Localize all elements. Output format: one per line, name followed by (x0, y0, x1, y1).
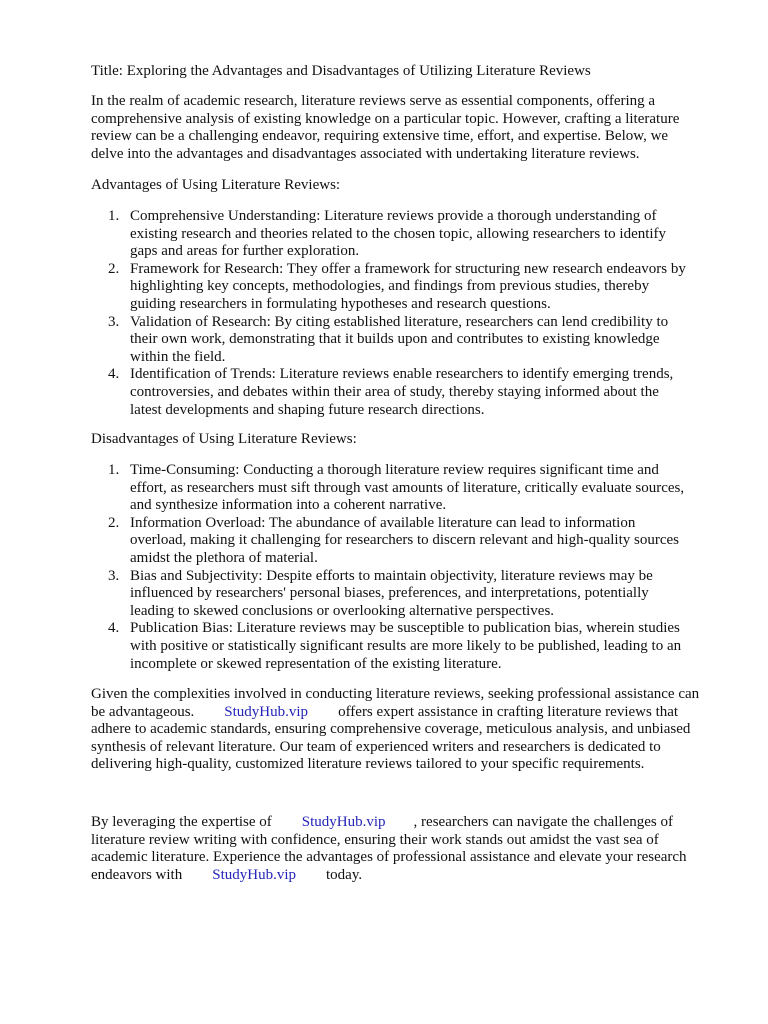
text-line: controversies, and debates within their area of study, thereby staying informed about the (130, 383, 659, 400)
section-heading: Disadvantages of Using Literature Reviews: (91, 431, 357, 447)
assistance-paragraph (91, 686, 731, 774)
text-line: synthesis of relevant literature. Our team of experienced writers and researchers is dedicated to (91, 738, 661, 755)
section-heading: Advantages of Using Literature Reviews: (91, 177, 341, 193)
text: endeavors with (91, 866, 183, 883)
text-line: with positive or statistically significant results are more likely to be published, leading to an (130, 637, 682, 654)
text-line (91, 814, 731, 832)
text-line: review can be a challenging endeavor, requiring extensive time, effort, and expertise. Below, we (91, 128, 669, 145)
text: offers expert assistance in crafting literature reviews that (338, 703, 679, 720)
text: By leveraging the expertise of (91, 814, 272, 830)
list-item (91, 515, 731, 568)
advantages-list (91, 208, 731, 419)
text-line: overload, making it challenging for researchers to discern relevant and high-quality sources (130, 532, 679, 549)
text-line: Publication Bias: Literature reviews may be susceptible to publication bias, wherein studies (130, 620, 680, 637)
studyhub-link[interactable]: StudyHub.vip (212, 866, 296, 883)
list-item (91, 462, 731, 515)
text-line: comprehensive analysis of existing knowledge on a particular topic. However, crafting a literature (91, 110, 680, 127)
text-line: Information Overload: The abundance of available literature can lead to information (130, 514, 636, 531)
studyhub-link[interactable]: StudyHub.vip (224, 703, 309, 720)
list-number: 4. (108, 620, 120, 637)
text: be advantageous. (91, 703, 195, 720)
list-number: 3. (108, 313, 120, 330)
intro-paragraph (91, 93, 731, 163)
text-line: latest developments and shaping future research directions. (130, 401, 485, 418)
text-line: literature review writing with confidence, ensuring their work stands out amidst the vast sea of (91, 831, 659, 848)
text-line: effort, as researchers must sift through vast amounts of literature, critically evaluate sources, (130, 479, 685, 496)
text-line: gaps and areas for further exploration. (130, 243, 360, 260)
text-line: within the field. (130, 348, 226, 365)
text-line: influenced by researchers' personal biases, preferences, and interpretations, potentially (130, 585, 649, 602)
disadvantages-list (91, 462, 731, 673)
text-line: adhere to academic standards, ensuring comprehensive coverage, meticulous analysis, and unbiased (91, 721, 691, 738)
text-line: Validation of Research: By citing established literature, researchers can lend credibility to (130, 313, 669, 330)
text-line: academic literature. Experience the advantages of professional assistance and elevate your research (91, 849, 687, 866)
text-line: guiding researchers in formulating hypotheses and research questions. (130, 295, 551, 312)
text: today. (326, 866, 363, 883)
text-line: Given the complexities involved in conducting literature reviews, seeking professional assistance can (91, 686, 700, 702)
text-line: Framework for Research: They offer a framework for structuring new research endeavors by (130, 260, 686, 277)
list-number: 1. (108, 208, 120, 224)
text-line: highlighting key concepts, methodologies, and findings from previous studies, thereby (130, 278, 650, 295)
text-line: delve into the advantages and disadvantages associated with undertaking literature reviews. (91, 145, 640, 162)
list-item (91, 366, 731, 419)
text-line: leading to skewed conclusions or overlooking alternative perspectives. (130, 602, 555, 619)
studyhub-link[interactable]: StudyHub.vip (301, 814, 386, 830)
list-number: 3. (108, 567, 120, 584)
text-line: Comprehensive Understanding: Literature reviews provide a thorough understanding of (130, 208, 657, 224)
list-number: 2. (108, 260, 120, 277)
text: , researchers can navigate the challenges of (413, 814, 673, 830)
text-line: Identification of Trends: Literature reviews enable researchers to identify emerging trends, (130, 366, 674, 383)
text-line: existing research and theories related to the chosen topic, allowing researchers to identify (130, 225, 667, 242)
disadvantages-heading (91, 431, 731, 449)
list-item (91, 208, 731, 261)
list-number: 2. (108, 514, 120, 531)
text-line: incomplete or skewed representation of the existing literature. (130, 655, 502, 672)
text-line (91, 867, 731, 885)
list-item (91, 314, 731, 367)
text-line: and synthesize information into a coherent narrative. (130, 497, 447, 514)
text-line: Time-Consuming: Conducting a thorough literature review requires significant time and (130, 462, 659, 478)
text-line: delivering high-quality, customized literature reviews tailored to your specific requirements. (91, 756, 645, 773)
text-line: In the realm of academic research, literature reviews serve as essential components, offering a (91, 93, 656, 109)
text-line: amidst the plethora of material. (130, 549, 318, 566)
list-item (91, 261, 731, 314)
list-item (91, 620, 731, 673)
list-number: 1. (108, 462, 120, 478)
document-title (91, 63, 731, 81)
list-item (91, 568, 731, 621)
text-line: Bias and Subjectivity: Despite efforts to maintain objectivity, literature reviews may be (130, 567, 653, 584)
list-number: 4. (108, 366, 120, 383)
title-text: Title: Exploring the Advantages and Disadvantages of Utilizing Literature Reviews (91, 63, 591, 79)
text-line (91, 704, 731, 722)
advantages-heading (91, 177, 731, 195)
text-line: their own work, demonstrating that it builds upon and contributes to existing knowledge (130, 331, 660, 348)
closing-paragraph (91, 814, 731, 884)
